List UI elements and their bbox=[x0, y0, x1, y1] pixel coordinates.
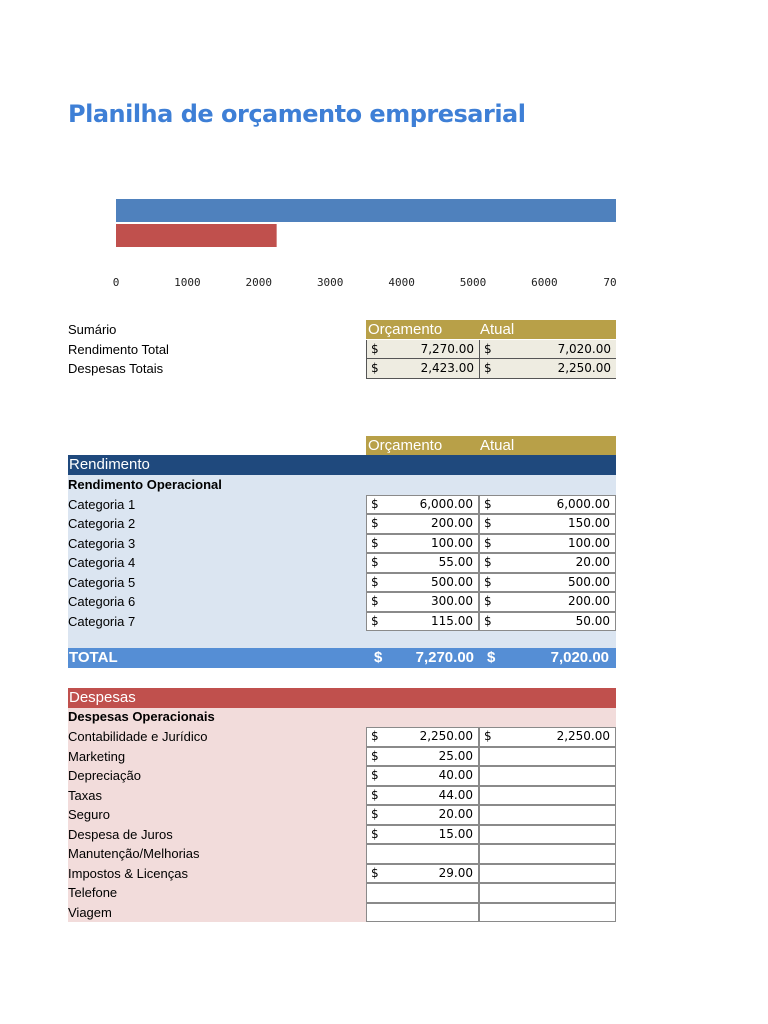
summary-budget-currency: $ bbox=[371, 361, 379, 375]
income-row-label: Categoria 3 bbox=[68, 535, 136, 551]
income-actual-currency: $ bbox=[484, 555, 492, 569]
income-budget-cell[interactable] bbox=[366, 495, 479, 515]
chart-x-tick-label: 70 bbox=[603, 276, 617, 289]
summary-budget-amount: 7,270.00 bbox=[420, 341, 474, 356]
income-budget-amount: 200.00 bbox=[431, 516, 473, 530]
summary-actual-cell[interactable] bbox=[479, 359, 616, 379]
summary-label-row bbox=[68, 320, 616, 340]
expense-actual-cell[interactable] bbox=[479, 747, 616, 767]
expense-row bbox=[68, 747, 616, 767]
income-total-actual: 7,020.00 bbox=[550, 649, 609, 666]
expense-budget-amount: 29.00 bbox=[438, 865, 473, 880]
income-budget-currency: $ bbox=[371, 496, 379, 511]
income-row-label: Categoria 6 bbox=[68, 594, 136, 609]
expense-budget-currency: $ bbox=[371, 729, 379, 743]
expense-budget-amount: 20.00 bbox=[438, 807, 473, 821]
summary-budget-currency: $ bbox=[371, 341, 379, 356]
income-row-label: Categoria 1 bbox=[68, 496, 136, 512]
income-actual-currency: $ bbox=[484, 613, 492, 628]
income-actual-currency: $ bbox=[484, 516, 492, 530]
expense-actual-cell[interactable] bbox=[479, 786, 616, 806]
income-header bbox=[68, 455, 616, 475]
income-budget-currency: $ bbox=[371, 613, 379, 628]
expense-budget-amount: 2,250.00 bbox=[419, 729, 473, 743]
income-total-budget: 7,270.00 bbox=[415, 649, 474, 666]
page-title: Planilha de orçamento empresarial bbox=[68, 100, 526, 128]
expense-budget-currency: $ bbox=[371, 768, 379, 782]
income-row bbox=[68, 592, 616, 612]
summary-col-budget: Orçamento bbox=[368, 321, 443, 338]
income-actual-cell[interactable] bbox=[479, 573, 616, 593]
chart-x-tick-label: 5000 bbox=[459, 276, 487, 289]
expense-actual-amount: 2,250.00 bbox=[556, 729, 610, 743]
chart-x-tick-label: 4000 bbox=[388, 276, 415, 289]
summary-budget-cell[interactable] bbox=[366, 359, 479, 379]
expense-budget-cell[interactable] bbox=[366, 825, 479, 845]
expense-row-label: Impostos & Licenças bbox=[68, 865, 188, 881]
expense-row bbox=[68, 727, 616, 747]
income-actual-cell[interactable] bbox=[479, 534, 616, 554]
income-actual-amount: 100.00 bbox=[568, 535, 610, 550]
expense-row-label: Manutenção/Melhorias bbox=[68, 846, 200, 861]
expense-budget-amount: 40.00 bbox=[438, 768, 473, 782]
expense-header-label: Despesas bbox=[69, 689, 136, 706]
expense-budget-cell[interactable] bbox=[366, 903, 479, 923]
expense-budget-currency: $ bbox=[371, 826, 379, 841]
summary-row-label: Rendimento Total bbox=[68, 341, 169, 357]
summary-row bbox=[68, 359, 616, 379]
income-row bbox=[68, 612, 616, 632]
expense-row bbox=[68, 883, 616, 903]
summary-budget-cell[interactable] bbox=[366, 340, 479, 360]
detail-col-budget: Orçamento bbox=[368, 437, 443, 454]
income-row-label: Categoria 5 bbox=[68, 574, 136, 590]
expense-budget-amount: 15.00 bbox=[438, 826, 473, 841]
expense-actual-cell[interactable] bbox=[479, 805, 616, 825]
income-actual-currency: $ bbox=[484, 535, 492, 550]
income-actual-amount: 150.00 bbox=[568, 516, 610, 530]
expense-subheader: Despesas Operacionais bbox=[68, 709, 215, 724]
expense-budget-currency: $ bbox=[371, 807, 379, 821]
expense-budget-currency: $ bbox=[371, 865, 379, 880]
income-budget-currency: $ bbox=[371, 555, 379, 569]
income-subheader: Rendimento Operacional bbox=[68, 477, 222, 492]
chart-x-tick-label: 0 bbox=[112, 276, 120, 289]
income-budget-cell[interactable] bbox=[366, 534, 479, 554]
detail-col-actual: Atual bbox=[480, 437, 515, 454]
chart-x-tick-label: 6000 bbox=[531, 276, 558, 289]
income-actual-currency: $ bbox=[484, 574, 492, 589]
income-row bbox=[68, 573, 616, 593]
expense-budget-cell[interactable] bbox=[366, 766, 479, 786]
income-actual-cell[interactable] bbox=[479, 553, 616, 573]
income-budget-cell[interactable] bbox=[366, 553, 479, 573]
expense-actual-currency: $ bbox=[484, 729, 492, 743]
income-actual-cell[interactable] bbox=[479, 514, 616, 534]
expense-budget-cell[interactable] bbox=[366, 786, 479, 806]
expense-row-label: Taxas bbox=[68, 787, 102, 803]
chart-x-tick-label: 2000 bbox=[245, 276, 273, 289]
expense-actual-cell[interactable] bbox=[479, 844, 616, 864]
summary-actual-amount: 2,250.00 bbox=[557, 361, 611, 375]
expense-budget-cell[interactable] bbox=[366, 883, 479, 903]
expense-row bbox=[68, 844, 616, 864]
income-budget-amount: 500.00 bbox=[431, 574, 473, 589]
income-actual-currency: $ bbox=[484, 594, 492, 608]
income-actual-amount: 500.00 bbox=[568, 574, 610, 589]
expense-actual-cell[interactable] bbox=[479, 864, 616, 884]
expense-row bbox=[68, 864, 616, 884]
expense-row-label: Depreciação bbox=[68, 768, 141, 783]
income-actual-cell[interactable] bbox=[479, 495, 616, 515]
expense-actual-cell[interactable] bbox=[479, 766, 616, 786]
income-actual-cell[interactable] bbox=[479, 592, 616, 612]
income-budget-currency: $ bbox=[371, 516, 379, 530]
expense-actual-cell[interactable] bbox=[479, 825, 616, 845]
expense-row-label: Viagem bbox=[68, 904, 112, 920]
expense-row-label: Telefone bbox=[68, 885, 118, 900]
income-total-budget-currency: $ bbox=[374, 649, 383, 666]
summary-row bbox=[68, 340, 616, 360]
expense-actual-cell[interactable] bbox=[479, 903, 616, 923]
summary-label: Sumário bbox=[68, 322, 117, 337]
income-budget-currency: $ bbox=[371, 574, 379, 589]
summary-row-label: Despesas Totais bbox=[68, 361, 164, 376]
income-budget-cell[interactable] bbox=[366, 573, 479, 593]
income-actual-amount: 6,000.00 bbox=[556, 496, 610, 511]
income-row bbox=[68, 514, 616, 534]
income-subheader-row bbox=[68, 475, 616, 495]
expense-row bbox=[68, 805, 616, 825]
expense-row-label: Marketing bbox=[68, 748, 126, 764]
income-budget-amount: 55.00 bbox=[438, 555, 473, 569]
income-actual-cell[interactable] bbox=[479, 612, 616, 632]
expense-budget-currency: $ bbox=[371, 787, 379, 802]
detail-column-header bbox=[366, 436, 616, 455]
income-header-label: Rendimento bbox=[69, 456, 150, 473]
income-budget-cell[interactable] bbox=[366, 592, 479, 612]
income-total-actual-currency: $ bbox=[487, 649, 496, 666]
income-budget-cell[interactable] bbox=[366, 612, 479, 632]
expense-row-label: Contabilidade e Jurídico bbox=[68, 729, 208, 744]
income-actual-amount: 200.00 bbox=[568, 594, 610, 608]
income-budget-currency: $ bbox=[371, 535, 379, 550]
expense-row-label: Seguro bbox=[68, 807, 110, 822]
summary-actual-currency: $ bbox=[484, 341, 492, 356]
chart-bar-income bbox=[116, 199, 616, 222]
expense-row bbox=[68, 766, 616, 786]
summary-bar-chart bbox=[0, 0, 768, 300]
income-row bbox=[68, 553, 616, 573]
expense-row bbox=[68, 825, 616, 845]
income-budget-amount: 300.00 bbox=[431, 594, 473, 608]
income-row bbox=[68, 534, 616, 554]
income-row-label: Categoria 4 bbox=[68, 555, 136, 570]
summary-actual-cell[interactable] bbox=[479, 340, 616, 360]
expense-row bbox=[68, 903, 616, 923]
expense-header bbox=[68, 688, 616, 708]
summary-actual-amount: 7,020.00 bbox=[557, 341, 611, 356]
expense-actual-cell[interactable] bbox=[479, 727, 616, 747]
income-total-row bbox=[68, 648, 616, 668]
summary-col-actual: Atual bbox=[480, 321, 515, 338]
expense-budget-cell[interactable] bbox=[366, 805, 479, 825]
expense-budget-cell[interactable] bbox=[366, 747, 479, 767]
expense-budget-amount: 25.00 bbox=[438, 748, 473, 763]
income-row-label: Categoria 2 bbox=[68, 516, 136, 531]
expense-budget-cell[interactable] bbox=[366, 844, 479, 864]
summary-actual-currency: $ bbox=[484, 361, 492, 375]
summary-budget-amount: 2,423.00 bbox=[420, 361, 474, 375]
income-row bbox=[68, 495, 616, 515]
chart-x-tick-label: 1000 bbox=[174, 276, 201, 289]
income-budget-cell[interactable] bbox=[366, 514, 479, 534]
chart-x-tick-label: 3000 bbox=[316, 276, 344, 289]
income-actual-amount: 50.00 bbox=[575, 613, 610, 628]
income-actual-amount: 20.00 bbox=[575, 555, 610, 569]
income-budget-amount: 115.00 bbox=[431, 613, 473, 628]
income-budget-amount: 100.00 bbox=[431, 535, 473, 550]
expense-budget-currency: $ bbox=[371, 748, 379, 763]
income-budget-amount: 6,000.00 bbox=[419, 496, 473, 511]
income-actual-currency: $ bbox=[484, 496, 492, 511]
chart-bar-expenses bbox=[116, 224, 277, 247]
expense-row bbox=[68, 786, 616, 806]
expense-budget-cell[interactable] bbox=[366, 864, 479, 884]
income-total-label: TOTAL bbox=[69, 649, 118, 666]
expense-budget-cell[interactable] bbox=[366, 727, 479, 747]
income-budget-currency: $ bbox=[371, 594, 379, 608]
income-row-label: Categoria 7 bbox=[68, 613, 136, 629]
expense-actual-cell[interactable] bbox=[479, 883, 616, 903]
expense-row-label: Despesa de Juros bbox=[68, 826, 173, 842]
expense-subheader-row bbox=[68, 707, 616, 727]
expense-budget-amount: 44.00 bbox=[438, 787, 473, 802]
